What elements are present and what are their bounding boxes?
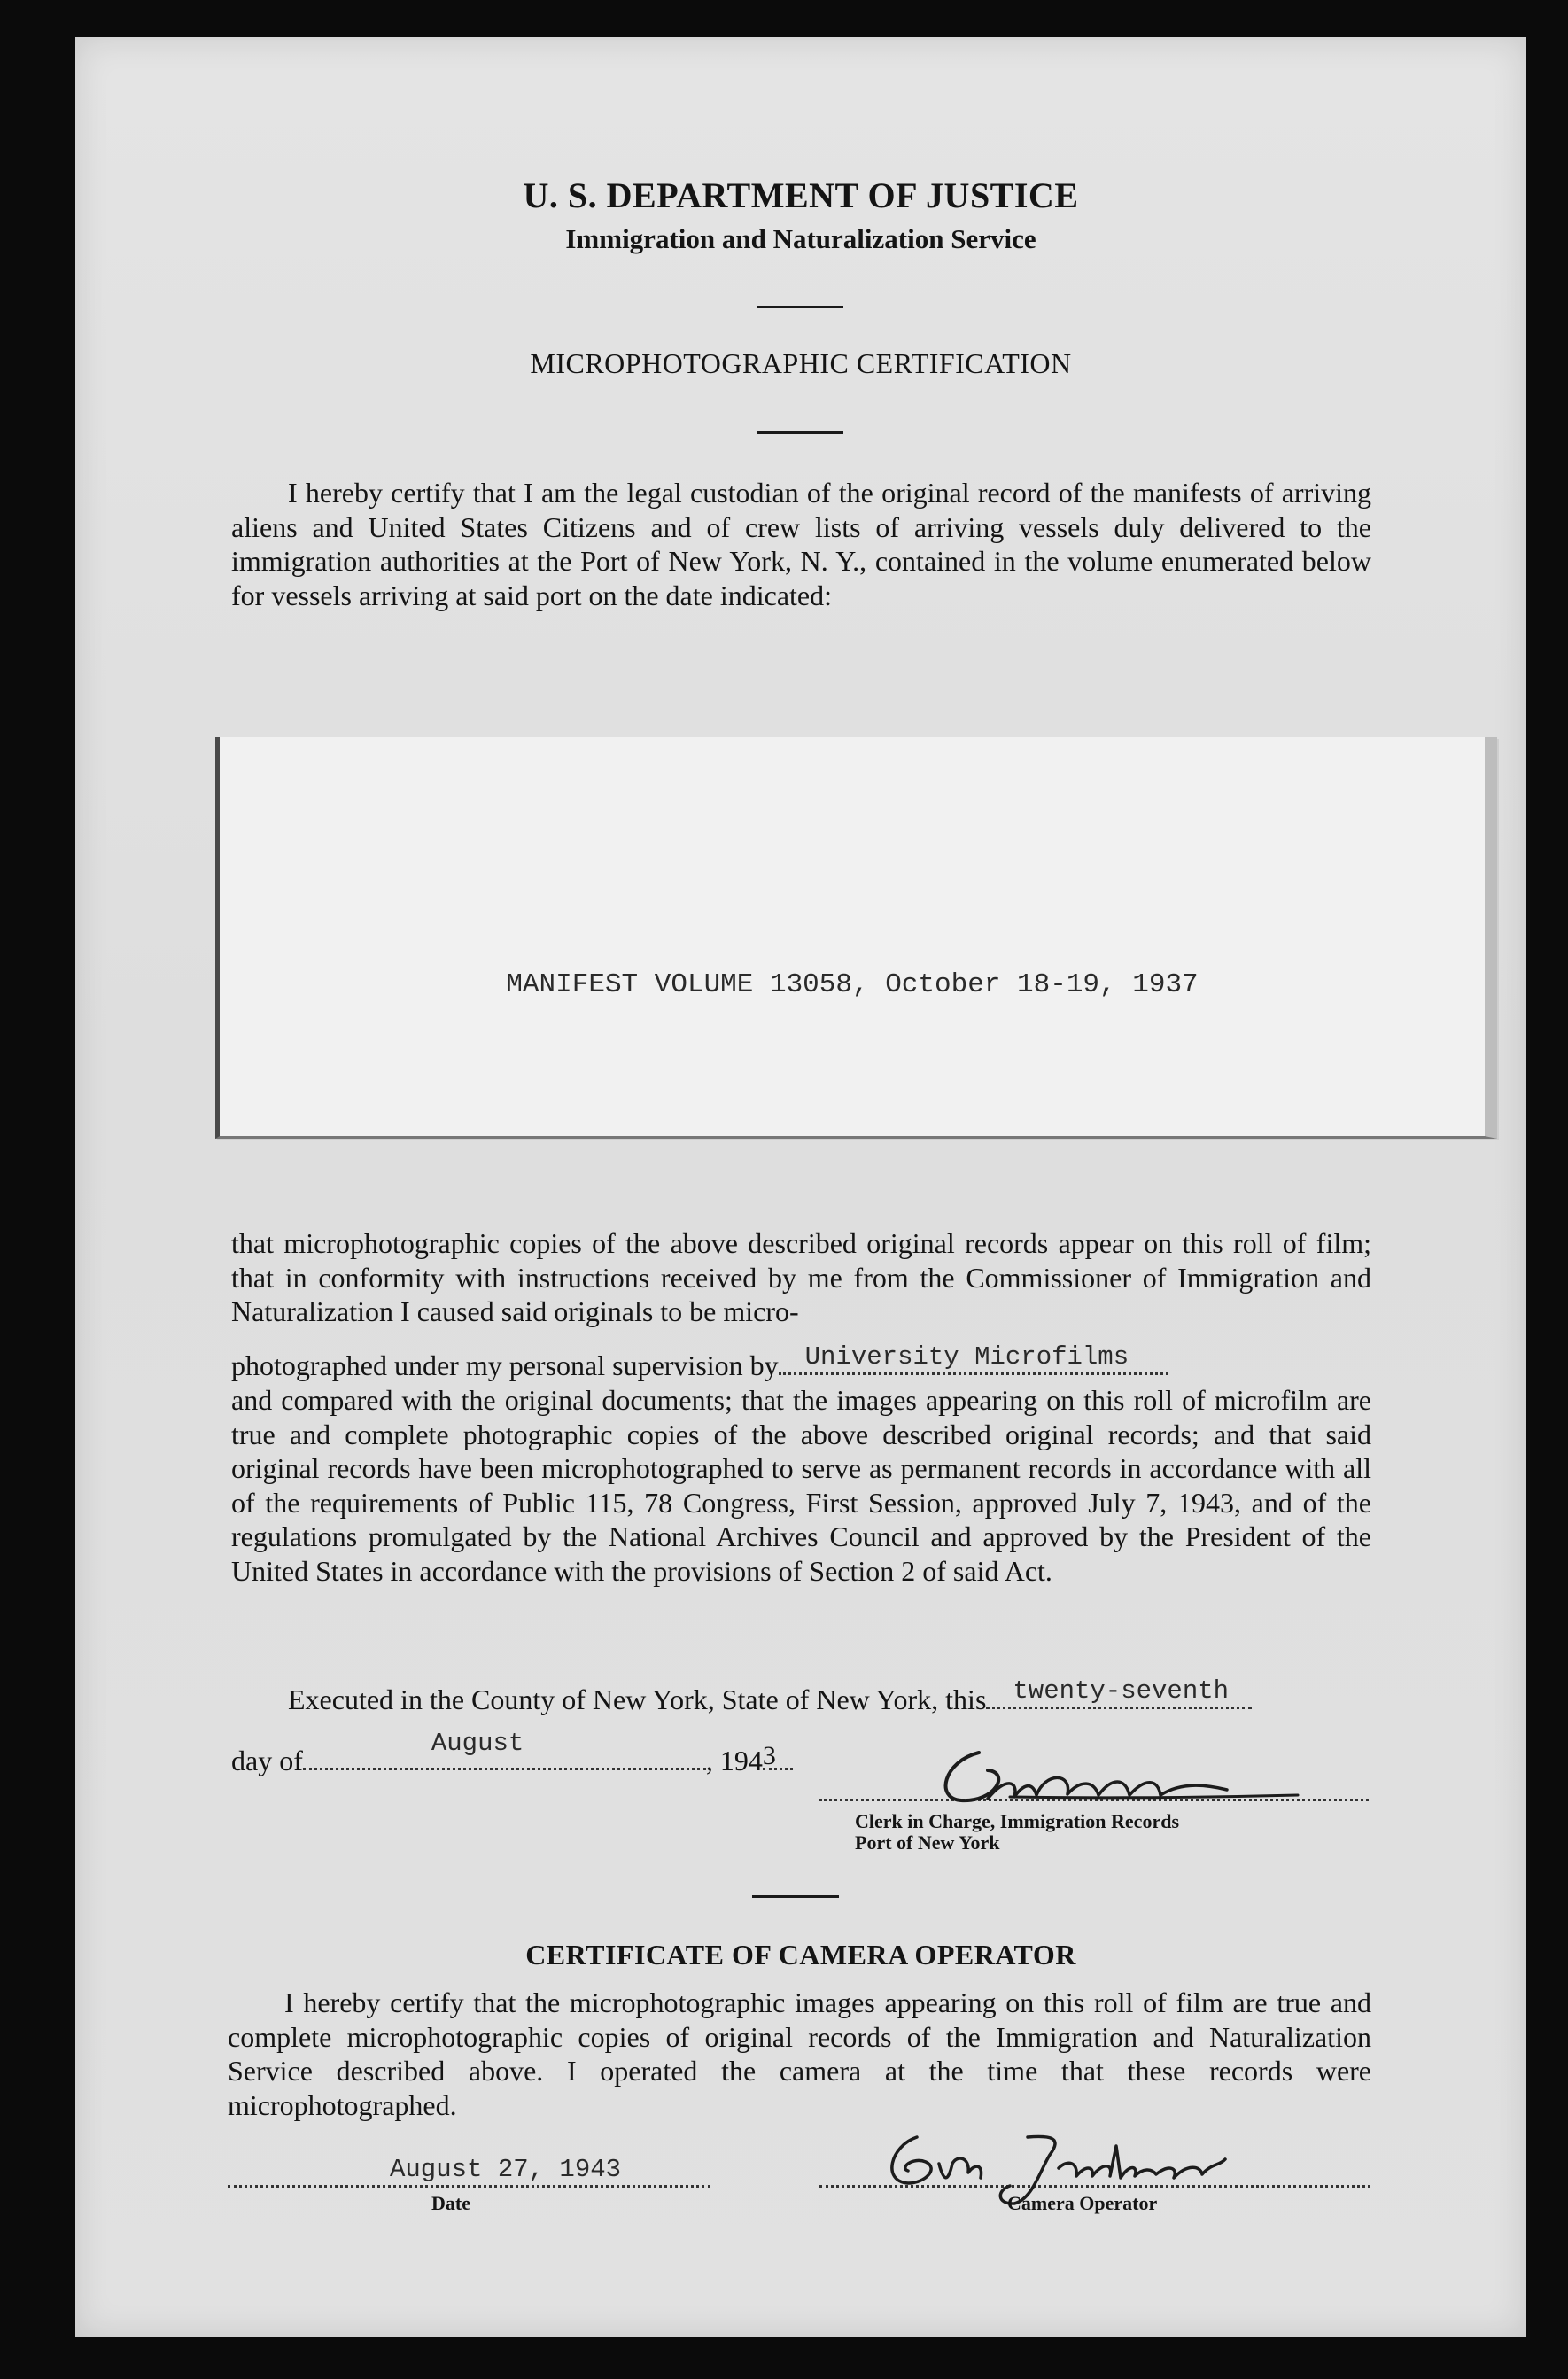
clerk-title-1: Clerk in Charge, Immigration Records [855, 1810, 1180, 1832]
date-label: Date [431, 2192, 470, 2214]
year-prefix: , 194 [705, 1745, 763, 1776]
intro-paragraph: I hereby certify that I am the legal custodian of the original record of the manifests of arriving aliens and United States Citizens and of crew lists of arriving vessels duly delivered to the immigration authorities at the Port of New York, N. Y., contained in the volume enumerated below for vessels arriving at said port on the date indicated: [231, 477, 1371, 611]
manifest-volume-text: MANIFEST VOLUME 13058, October 18-19, 1937 [506, 969, 1199, 1000]
certificate-sheet [75, 37, 1526, 2337]
date-line [228, 2185, 710, 2188]
clerk-signature [926, 1745, 1386, 1816]
supervision-line [231, 1342, 1371, 1383]
month-blank [303, 1729, 706, 1770]
divider [757, 306, 843, 308]
document-title: MICROPHOTOGRAPHIC CERTIFICATION [530, 347, 1072, 379]
date-value: August 27, 1943 [390, 2155, 622, 2184]
camera-certificate-text: I hereby certify that the microphotographic images appearing on this roll of film are true and complete microphotographic copies of original records of the Immigration and Naturalization Service described above. I operated the camera at the time that these records were microphotographed. [228, 1986, 1371, 2121]
service-subheading: Immigration and Naturalization Service [565, 223, 1036, 254]
supervisor-blank [779, 1342, 1168, 1375]
year-digit: 3 [762, 1741, 776, 1770]
execution-line [288, 1676, 1252, 1716]
day-blank [986, 1676, 1252, 1709]
day-value: twenty-seventh [1013, 1676, 1230, 1706]
day-of-line [231, 1729, 793, 1777]
clerk-title-2: Port of New York [855, 1831, 1000, 1854]
day-of-label: day of [231, 1745, 303, 1776]
divider [752, 1895, 839, 1898]
month-value: August [431, 1729, 524, 1758]
divider [757, 431, 843, 434]
year-blank [762, 1741, 793, 1770]
body-paragraph-part2: and compared with the original documents; that the images appearing on this roll of microfilm are true and complete photographic copies of the above described original records; and that said original records have been microphotographed to serve as permanent records in accordance with all of the requirements of Public 115, 78 Congress, First Session, approved July 7, 1943, and of the regulations promulgated by the National Archives Council and approved by the President of the United States in accordance with the provisions of Section 2 of said Act. [231, 1384, 1371, 1587]
camera-certificate-heading: CERTIFICATE OF CAMERA OPERATOR [525, 1939, 1076, 1971]
execution-prefix: Executed in the County of New York, State of New York, this [288, 1683, 987, 1715]
supervision-prefix: photographed under my personal supervision by [231, 1349, 779, 1381]
body-paragraph-part1: that microphotographic copies of the above described original records appear on this roll of film; that in conformity with instructions received by me from the Commissioner of Immigration and Naturalization I caused said originals to be micro- [231, 1227, 1371, 1327]
agency-heading: U. S. DEPARTMENT OF JUSTICE [523, 175, 1079, 215]
record-card [215, 737, 1497, 1139]
supervisor-value: University Microfilms [804, 1342, 1129, 1372]
operator-label: Camera Operator [1007, 2192, 1158, 2214]
